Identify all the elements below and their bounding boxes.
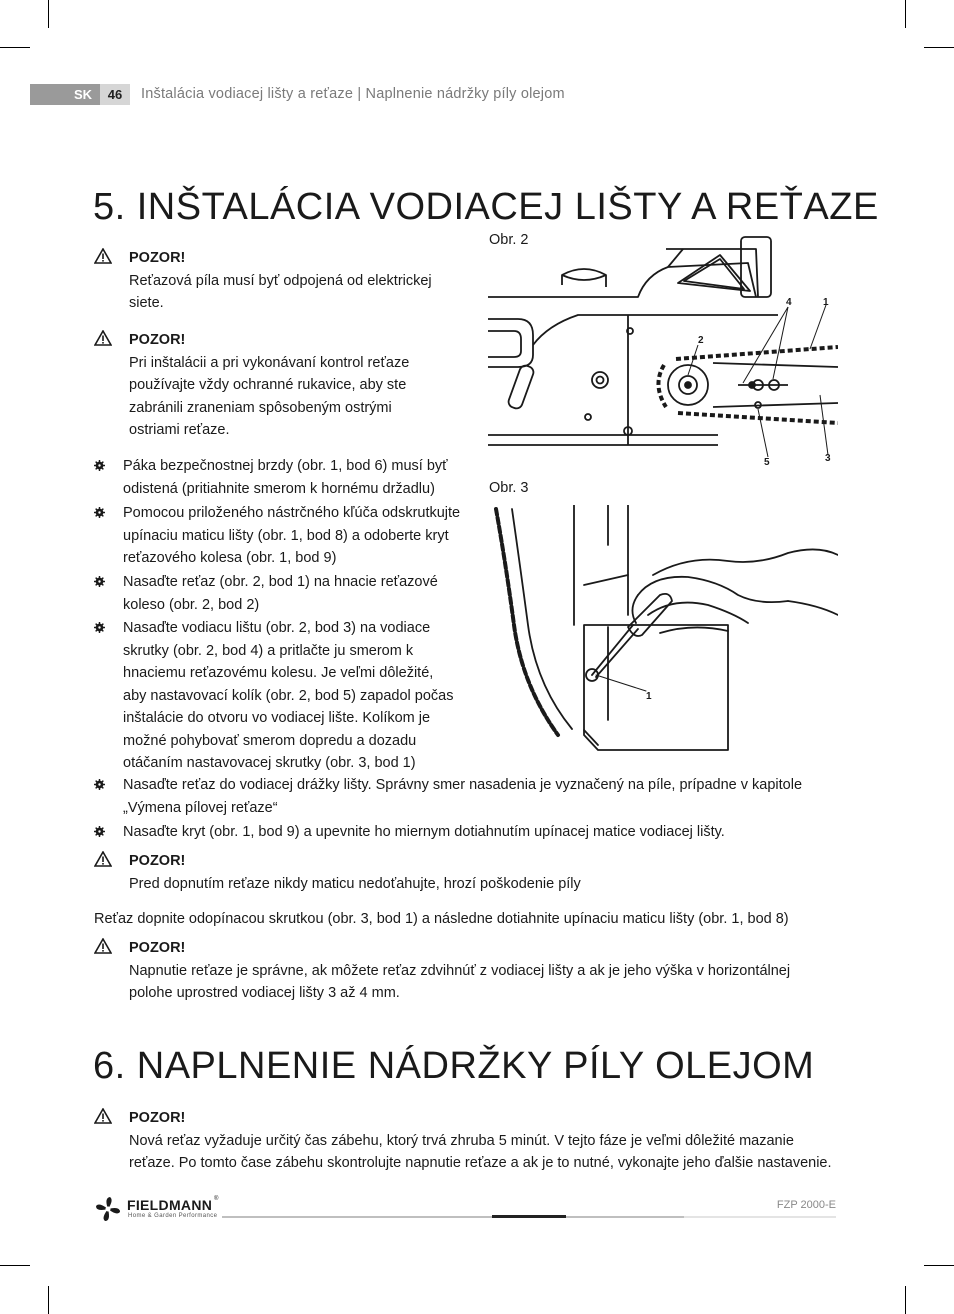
- warning-4: [94, 937, 854, 1005]
- warning-1: [94, 247, 474, 315]
- warning-title: POZOR!: [129, 853, 186, 869]
- gear-bullet-icon: [94, 779, 105, 790]
- model-number: FZP 2000-E: [776, 1199, 836, 1211]
- crop-mark: [905, 0, 906, 28]
- warning-5: [94, 1107, 874, 1175]
- warning-text: Nová reťaz vyžaduje určitý čas zábehu, ktorý trvá zhruba 5 minút. V tejto fáze je veľmi dôležité mazanie: [129, 1132, 794, 1149]
- bullet-text: otáčaním nastavovacej skrutky (obr. 3, bod 1): [123, 755, 416, 771]
- crop-mark: [905, 1286, 906, 1314]
- warning-2: [94, 329, 474, 442]
- figure-label: 1: [823, 297, 829, 308]
- bullet-text: skrutky (obr. 2, bod 4) a pritlačte ju smerom k: [123, 642, 414, 659]
- bullet-text: odistená (pritiahnite smerom k hornému držadlu): [123, 480, 435, 497]
- crop-mark: [924, 47, 954, 48]
- bullet-text: hnaciemu reťazovému kolesu. Je veľmi dôležité,: [123, 665, 434, 681]
- crop-mark: [48, 0, 49, 28]
- warning-title: POZOR!: [129, 940, 186, 956]
- paragraph: Reťaz dopnite odopínacou skrutkou (obr. 3, bod 1) a následne dotiahnite upínaciu maticu lišty (obr. 1, bod 8): [94, 911, 789, 927]
- bullet-text: Nasaďte reťaz do vodiacej drážky lišty. Správny smer nasadenia je vyznačený na píle, prípadne v kapitole: [123, 777, 803, 793]
- bullet-text: reťazového kolesa (obr. 1, bod 9): [123, 550, 337, 566]
- warning-icon: [94, 248, 112, 264]
- warning-text: zabránili zraneniam spôsobeným ostrými: [129, 399, 392, 416]
- bullet-text: inštalácie do otvoru vo vodiacej lište. Kolíkom je: [123, 710, 431, 726]
- bullet-item: [94, 617, 484, 775]
- footer-rule: [684, 1216, 836, 1218]
- bullet-item: [94, 774, 854, 819]
- bullet-text: „Výmena pílovej reťaze“: [123, 799, 278, 816]
- language-code: SK: [73, 87, 92, 102]
- gear-bullet-icon: [94, 460, 105, 471]
- gear-bullet-icon: [94, 622, 105, 633]
- running-header: Inštalácia vodiacej lišty a reťaze | Naplnenie nádržky píly olejom: [141, 86, 565, 102]
- warning-text: polohe uprostred vodiacej lišty 3 až 4 mm.: [129, 985, 400, 1001]
- bullet-item: [94, 571, 484, 616]
- bullet-text: Pomocou priloženého nástrčného kľúča odskrutkujte: [123, 505, 461, 521]
- bullet-text: Páka bezpečnostnej brzdy (obr. 1, bod 6) musí byť: [123, 458, 448, 474]
- warning-title: POZOR!: [129, 250, 186, 266]
- warning-icon: [94, 1108, 112, 1124]
- warning-text: Pri inštalácii a pri vykonávaní kontrol reťaze: [129, 354, 410, 371]
- gear-bullet-icon: [94, 826, 105, 837]
- bullet-text: koleso (obr. 2, bod 2): [123, 596, 260, 613]
- fan-logo-icon: [94, 1196, 122, 1222]
- warning-text: používajte vždy ochranné rukavice, aby ste: [129, 377, 407, 393]
- warning-icon: [94, 851, 112, 867]
- footer-rule: [566, 1216, 684, 1218]
- warning-text: Napnutie reťaze je správne, ak môžete reťaz zdvihnúť z vodiacej lišty a ak je jeho výška v horizontálnej: [129, 962, 791, 979]
- bullet-text: Nasaďte vodiacu lištu (obr. 2, bod 3) na vodiace: [123, 620, 431, 636]
- bullet-text: Nasaďte reťaz (obr. 2, bod 1) na hnacie reťazové: [123, 574, 438, 590]
- figure-label: 4: [786, 297, 792, 308]
- crop-mark: [0, 1265, 30, 1266]
- bullet-text: Nasaďte kryt (obr. 1, bod 9) a upevnite ho miernym dotiahnutím upínacej matice vodiacej lišty.: [123, 824, 725, 840]
- figure-label: 2: [698, 335, 704, 346]
- warning-text: ostriami reťaze.: [129, 422, 230, 438]
- figure-label: 5: [764, 457, 770, 468]
- figure-label: 3: [825, 453, 831, 464]
- figure-2-caption: Obr. 2: [489, 232, 529, 248]
- trademark: ®: [214, 1196, 219, 1202]
- figure-3-caption: Obr. 3: [489, 480, 529, 496]
- bullet-item: [94, 455, 484, 500]
- warning-text: reťaze. Po tomto čase zábehu skontrolujte napnutie reťaze a ak je to nutné, vykonajte jeho ďalšie nastavenie.: [129, 1155, 832, 1171]
- warning-text: Pred dopnutím reťaze nikdy maticu nedoťahujte, hrozí poškodenie píly: [129, 875, 581, 892]
- section-5-title: 5. INŠTALÁCIA VODIACEJ LIŠTY A REŤAZE: [93, 186, 879, 228]
- warning-text: siete.: [129, 295, 164, 311]
- crop-mark: [48, 1286, 49, 1314]
- brand-tagline: Home & Garden Performance: [128, 1213, 218, 1219]
- gear-bullet-icon: [94, 507, 105, 518]
- bullet-text: aby nastavovací kolík (obr. 2, bod 5) zapadol počas: [123, 687, 454, 704]
- bullet-item: [94, 502, 484, 570]
- warning-title: POZOR!: [129, 1110, 186, 1126]
- figure-2-chainsaw-illustration: [488, 235, 838, 475]
- warning-title: POZOR!: [129, 332, 186, 348]
- page-number: 46: [100, 84, 130, 105]
- warning-text: Reťazová píla musí byť odpojená od elektrickej: [129, 272, 432, 289]
- section-6-title: 6. NAPLNENIE NÁDRŽKY PÍLY OLEJOM: [93, 1045, 815, 1087]
- bullet-text: upínaciu maticu lišty (obr. 1, bod 8) a odoberte kryt: [123, 527, 449, 544]
- footer-rule: [222, 1216, 492, 1218]
- crop-mark: [0, 47, 30, 48]
- warning-icon: [94, 938, 112, 954]
- brand-logo: [94, 1196, 224, 1222]
- warning-icon: [94, 330, 112, 346]
- gear-bullet-icon: [94, 576, 105, 587]
- bullet-text: možné pohybovať smerom dopredu a dozadu: [123, 732, 417, 749]
- bullet-item: [94, 821, 854, 844]
- footer-rule: [492, 1215, 566, 1218]
- warning-3: [94, 850, 854, 895]
- figure-label: 1: [646, 691, 652, 702]
- brand-name: FIELDMANN: [127, 1197, 213, 1213]
- figure-3-adjustment-illustration: [488, 505, 838, 755]
- crop-mark: [924, 1265, 954, 1266]
